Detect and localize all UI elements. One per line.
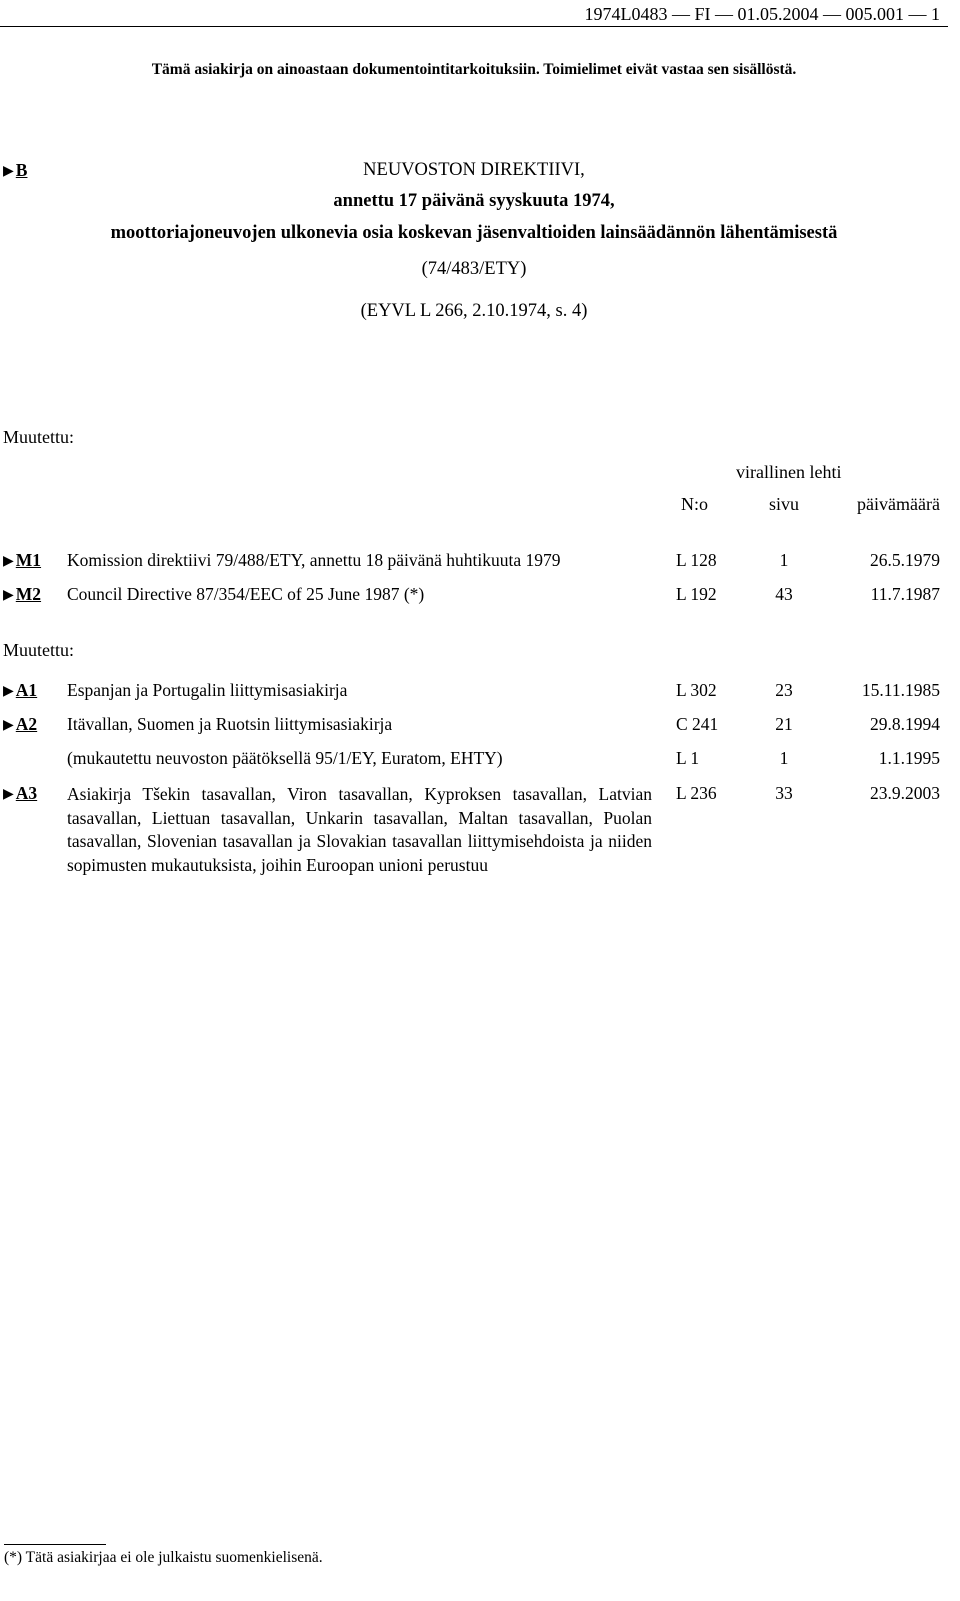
amended-label: Muutettu: — [3, 427, 74, 447]
column-no-header: N:o — [681, 494, 708, 514]
act-no: L 1 — [676, 748, 700, 768]
triangle-right-icon: ▶ — [3, 164, 14, 179]
marker-a1[interactable]: ▶ A1 — [3, 680, 38, 700]
document-date: annettu 17 päivänä syyskuuta 1974, — [333, 191, 615, 211]
triangle-right-icon: ▶ — [3, 588, 14, 603]
marker-b[interactable]: ▶ B — [3, 160, 28, 180]
official-journal-header: virallinen lehti — [736, 462, 842, 482]
act-page: 33 — [775, 783, 793, 803]
amendment-text: Council Directive 87/354/EEC of 25 June 1987 (*) — [67, 584, 425, 604]
amendment-page: 1 — [779, 550, 789, 570]
marker-m1[interactable]: ▶ M1 — [3, 550, 42, 570]
marker-a2[interactable]: ▶ A2 — [3, 714, 38, 734]
triangle-right-icon: ▶ — [3, 787, 14, 802]
act-date: 23.9.2003 — [870, 783, 940, 803]
triangle-right-icon: ▶ — [3, 718, 14, 733]
column-page-header: sivu — [768, 494, 799, 514]
act-page: 1 — [779, 748, 789, 768]
amended-label-2: Muutettu: — [3, 640, 74, 660]
amendment-no: L 192 — [676, 584, 717, 604]
footnote: (*) Tätä asiakirjaa ei ole julkaistu suomenkielisenä. — [4, 1549, 323, 1566]
act-text: Itävallan, Suomen ja Ruotsin liittymisasiakirja — [67, 714, 393, 734]
act-date: 1.1.1995 — [878, 748, 940, 768]
act-no: L 236 — [676, 783, 717, 803]
act-date: 29.8.1994 — [870, 714, 940, 734]
document-subject: moottoriajoneuvojen ulkonevia osia koskevan jäsenvaltioiden lainsäädännön lähentämisestä — [110, 223, 838, 243]
amendment-text: Komission direktiivi 79/488/ETY, annettu 18 päivänä huhtikuuta 1979 — [67, 550, 561, 570]
footnote-rule — [4, 1544, 106, 1545]
amendment-date: 26.5.1979 — [870, 550, 940, 570]
act-no: C 241 — [676, 714, 719, 734]
document-title: NEUVOSTON DIREKTIIVI, — [363, 160, 585, 180]
column-date-header: päivämäärä — [857, 494, 940, 514]
act-date: 15.11.1985 — [861, 680, 940, 700]
disclaimer-notice: Tämä asiakirja on ainoastaan dokumentointitarkoituksiin. Toimielimet eivät vastaa sen sisällöstä. — [151, 61, 797, 78]
act-text: Espanjan ja Portugalin liittymisasiakirja — [67, 680, 348, 700]
act-text: Asiakirja Tšekin tasavallan, Viron tasavallan, Kyproksen tasavallan, Latvian tasavallan, Liettuan tasavallan, Unkarin tasavallan, Maltan tasavallan, Puolan tasavallan, Slovenian tasavallan ja Slovakian tasavallan liittymisehdoista ja niiden sopimusten mukautuksista, joihin Euroopan unioni perustuu — [67, 784, 652, 875]
header-rule — [0, 26, 948, 27]
amendment-date: 11.7.1987 — [870, 584, 940, 604]
document-reference: 1974L0483 — FI — 01.05.2004 — 005.001 — 1 — [584, 4, 940, 24]
act-text: (mukautettu neuvoston päätöksellä 95/1/EY, Euratom, EHTY) — [67, 748, 503, 768]
marker-a3[interactable]: ▶ A3 — [3, 783, 38, 803]
amendment-page: 43 — [775, 584, 793, 604]
amendment-no: L 128 — [676, 550, 717, 570]
triangle-right-icon: ▶ — [3, 684, 14, 699]
act-page: 23 — [775, 680, 793, 700]
act-no: L 302 — [676, 680, 717, 700]
document-number: (74/483/ETY) — [421, 259, 527, 279]
official-journal-ref: (EYVL L 266, 2.10.1974, s. 4) — [360, 301, 588, 321]
marker-m2[interactable]: ▶ M2 — [3, 584, 42, 604]
triangle-right-icon: ▶ — [3, 554, 14, 569]
act-page: 21 — [775, 714, 793, 734]
